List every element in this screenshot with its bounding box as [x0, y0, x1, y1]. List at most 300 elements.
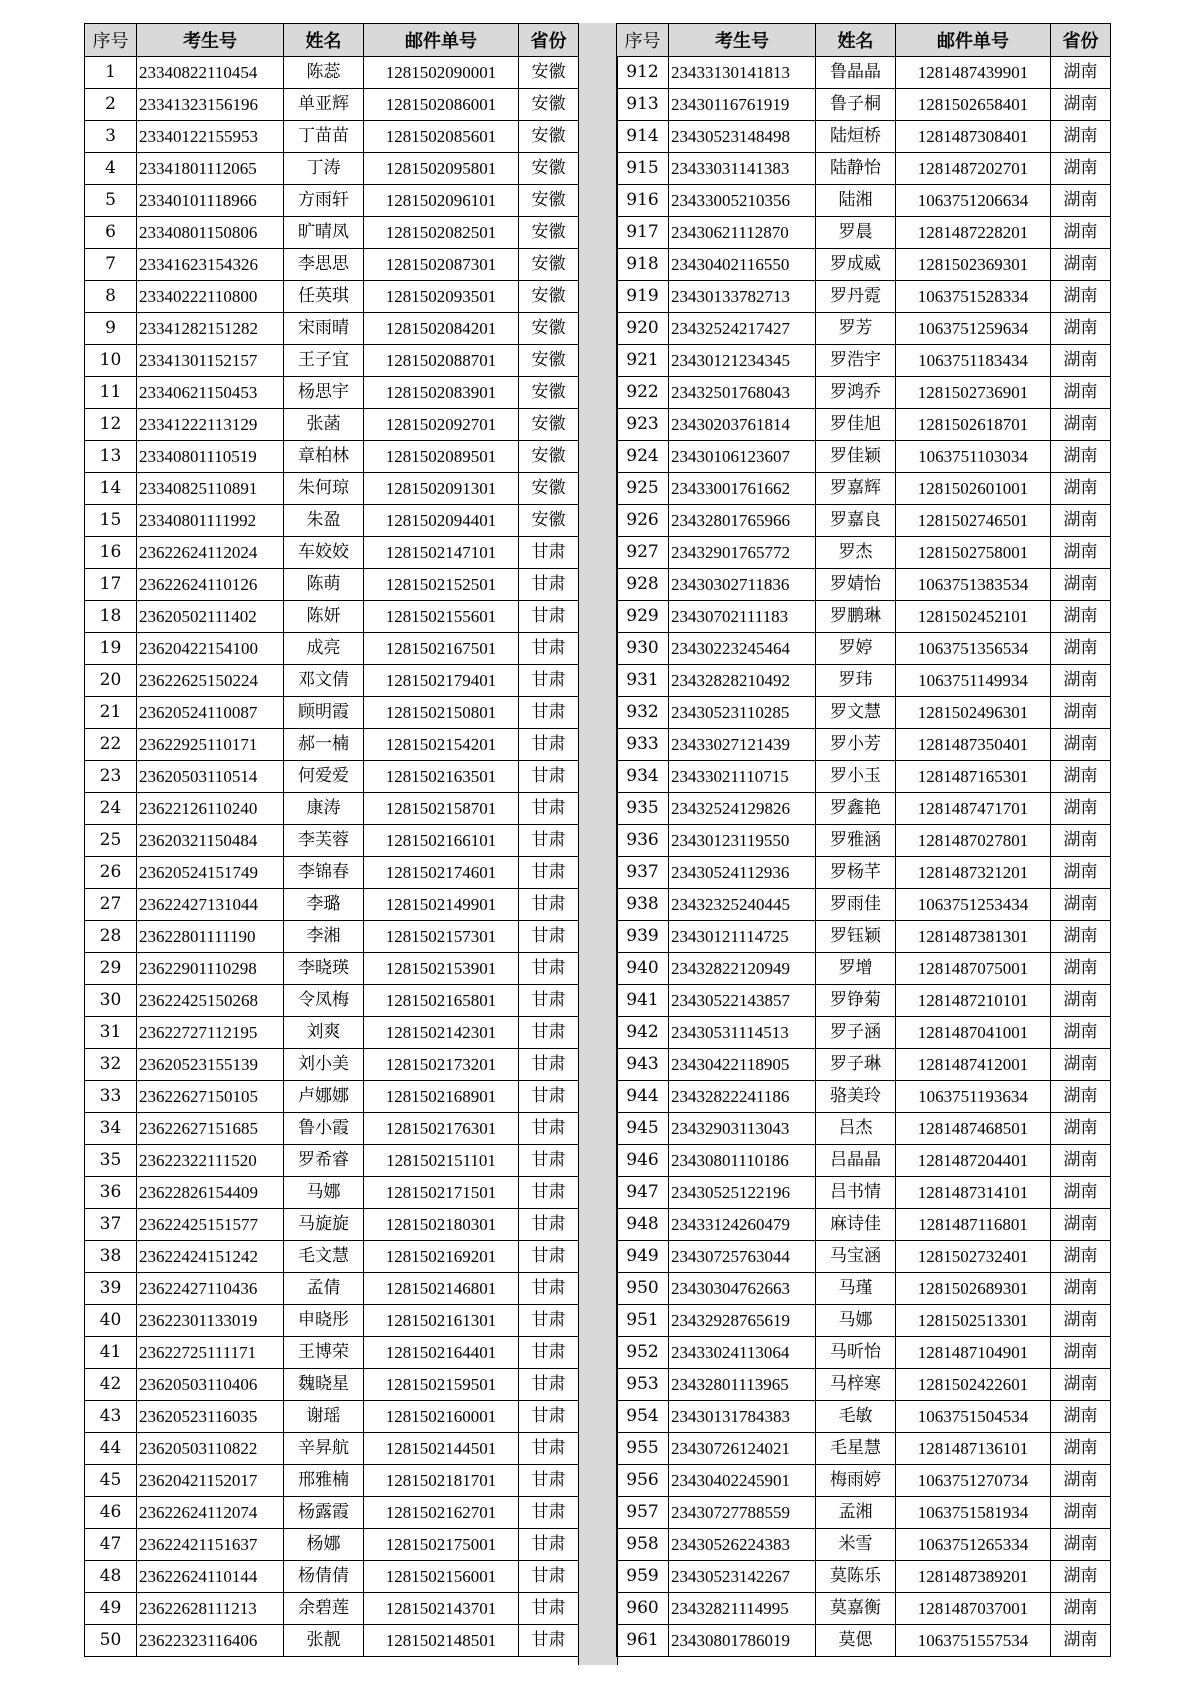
- cell-mail-no: 1281502618701: [896, 409, 1051, 441]
- cell-name: 马旋旋: [284, 1209, 364, 1241]
- cell-exam-no: 23433021110715: [669, 761, 816, 793]
- cell-name: 杨倩倩: [284, 1561, 364, 1593]
- cell-index: 949: [617, 1241, 669, 1273]
- cell-province: 湖南: [1051, 505, 1111, 537]
- cell-province: 湖南: [1051, 1273, 1111, 1305]
- table-row: [85, 921, 579, 953]
- table-row: [617, 441, 1111, 473]
- cell-mail-no: 1281502087301: [364, 249, 519, 281]
- cell-name: 麻诗佳: [816, 1209, 896, 1241]
- cell-mail-no: 1281502157301: [364, 921, 519, 953]
- cell-exam-no: 23430531114513: [669, 1017, 816, 1049]
- cell-province: 甘肃: [519, 761, 579, 793]
- cell-name: 宋雨晴: [284, 313, 364, 345]
- cell-exam-no: 23430524112936: [669, 857, 816, 889]
- cell-exam-no: 23430726124021: [669, 1433, 816, 1465]
- cell-name: 鲁晶晶: [816, 57, 896, 89]
- cell-index: 916: [617, 185, 669, 217]
- cell-exam-no: 23341301152157: [137, 345, 284, 377]
- cell-exam-no: 23430523148498: [669, 121, 816, 153]
- cell-mail-no: 1281502085601: [364, 121, 519, 153]
- cell-province: 甘肃: [519, 1081, 579, 1113]
- cell-mail-no: 1281502171501: [364, 1177, 519, 1209]
- cell-province: 甘肃: [519, 857, 579, 889]
- cell-exam-no: 23430304762663: [669, 1273, 816, 1305]
- table-row: [85, 345, 579, 377]
- cell-index: 45: [85, 1465, 137, 1497]
- cell-province: 安徽: [519, 313, 579, 345]
- cell-mail-no: 1281502169201: [364, 1241, 519, 1273]
- cell-exam-no: 23432901765772: [669, 537, 816, 569]
- table-row: [617, 1369, 1111, 1401]
- cell-province: 湖南: [1051, 377, 1111, 409]
- roster-table-left: [84, 23, 579, 1657]
- cell-index: 939: [617, 921, 669, 953]
- cell-exam-no: 23430422118905: [669, 1049, 816, 1081]
- cell-name: 莫偲: [816, 1625, 896, 1657]
- cell-name: 陆静怡: [816, 153, 896, 185]
- table-row: [617, 1433, 1111, 1465]
- cell-index: 954: [617, 1401, 669, 1433]
- table-row: [85, 1049, 579, 1081]
- cell-province: 湖南: [1051, 281, 1111, 313]
- header-name: 姓名: [284, 24, 364, 57]
- cell-index: 924: [617, 441, 669, 473]
- cell-mail-no: 1281502173201: [364, 1049, 519, 1081]
- cell-name: 罗鹏琳: [816, 601, 896, 633]
- cell-name: 罗增: [816, 953, 896, 985]
- cell-exam-no: 23622126110240: [137, 793, 284, 825]
- cell-mail-no: 1063751265334: [896, 1529, 1051, 1561]
- table-row: [85, 1497, 579, 1529]
- table-row: [617, 313, 1111, 345]
- cell-mail-no: 1281502093501: [364, 281, 519, 313]
- table-row: [85, 473, 579, 505]
- cell-mail-no: 1281502658401: [896, 89, 1051, 121]
- table-row: [617, 1113, 1111, 1145]
- cell-index: 42: [85, 1369, 137, 1401]
- cell-index: 3: [85, 121, 137, 153]
- table-row: [617, 985, 1111, 1017]
- cell-exam-no: 23341222113129: [137, 409, 284, 441]
- cell-index: 15: [85, 505, 137, 537]
- table-row: [617, 185, 1111, 217]
- cell-exam-no: 23622727112195: [137, 1017, 284, 1049]
- cell-name: 成亮: [284, 633, 364, 665]
- cell-mail-no: 1281502156001: [364, 1561, 519, 1593]
- cell-index: 39: [85, 1273, 137, 1305]
- cell-name: 李锦春: [284, 857, 364, 889]
- cell-name: 罗丹霓: [816, 281, 896, 313]
- table-row: [617, 1273, 1111, 1305]
- cell-name: 罗希睿: [284, 1145, 364, 1177]
- table-right: [616, 23, 1111, 1657]
- cell-province: 湖南: [1051, 153, 1111, 185]
- cell-exam-no: 23432903113043: [669, 1113, 816, 1145]
- cell-name: 马梓寒: [816, 1369, 896, 1401]
- cell-index: 941: [617, 985, 669, 1017]
- cell-mail-no: 1281487439901: [896, 57, 1051, 89]
- table-row: [85, 1305, 579, 1337]
- cell-province: 甘肃: [519, 1433, 579, 1465]
- cell-province: 安徽: [519, 505, 579, 537]
- cell-index: 957: [617, 1497, 669, 1529]
- table-row: [617, 249, 1111, 281]
- cell-name: 陈萌: [284, 569, 364, 601]
- cell-province: 湖南: [1051, 761, 1111, 793]
- table-row: [617, 1049, 1111, 1081]
- cell-exam-no: 23620503110406: [137, 1369, 284, 1401]
- header-exam-no: 考生号: [137, 24, 284, 57]
- table-row: [617, 1465, 1111, 1497]
- cell-name: 任英琪: [284, 281, 364, 313]
- cell-index: 13: [85, 441, 137, 473]
- cell-province: 湖南: [1051, 953, 1111, 985]
- cell-index: 47: [85, 1529, 137, 1561]
- cell-index: 11: [85, 377, 137, 409]
- cell-province: 安徽: [519, 153, 579, 185]
- cell-exam-no: 23620523116035: [137, 1401, 284, 1433]
- cell-exam-no: 23622427110436: [137, 1273, 284, 1305]
- cell-province: 湖南: [1051, 345, 1111, 377]
- cell-province: 湖南: [1051, 185, 1111, 217]
- cell-index: 958: [617, 1529, 669, 1561]
- cell-exam-no: 23432801113965: [669, 1369, 816, 1401]
- table-row: [617, 857, 1111, 889]
- cell-exam-no: 23622801111190: [137, 921, 284, 953]
- cell-index: 940: [617, 953, 669, 985]
- cell-province: 甘肃: [519, 793, 579, 825]
- cell-exam-no: 23622624112074: [137, 1497, 284, 1529]
- cell-index: 933: [617, 729, 669, 761]
- cell-index: 912: [617, 57, 669, 89]
- cell-exam-no: 23430801786019: [669, 1625, 816, 1657]
- column-divider: [578, 23, 618, 1665]
- header-index: 序号: [617, 24, 669, 57]
- cell-mail-no: 1281502154201: [364, 729, 519, 761]
- table-row: [617, 1625, 1111, 1657]
- cell-mail-no: 1063751383534: [896, 569, 1051, 601]
- table-row: [85, 1241, 579, 1273]
- cell-index: 945: [617, 1113, 669, 1145]
- table-row: [85, 1145, 579, 1177]
- cell-index: 21: [85, 697, 137, 729]
- cell-index: 44: [85, 1433, 137, 1465]
- cell-index: 943: [617, 1049, 669, 1081]
- cell-mail-no: 1281502369301: [896, 249, 1051, 281]
- cell-name: 余碧莲: [284, 1593, 364, 1625]
- cell-mail-no: 1281502165801: [364, 985, 519, 1017]
- cell-index: 37: [85, 1209, 137, 1241]
- cell-exam-no: 23622826154409: [137, 1177, 284, 1209]
- table-row: [85, 1017, 579, 1049]
- cell-exam-no: 23430203761814: [669, 409, 816, 441]
- cell-province: 湖南: [1051, 1145, 1111, 1177]
- table-row: [617, 665, 1111, 697]
- table-row: [85, 249, 579, 281]
- table-row: [617, 1497, 1111, 1529]
- table-row: [85, 1177, 579, 1209]
- cell-index: 948: [617, 1209, 669, 1241]
- cell-index: 951: [617, 1305, 669, 1337]
- cell-province: 湖南: [1051, 825, 1111, 857]
- cell-exam-no: 23430116761919: [669, 89, 816, 121]
- cell-mail-no: 1063751581934: [896, 1497, 1051, 1529]
- cell-mail-no: 1281487471701: [896, 793, 1051, 825]
- cell-province: 湖南: [1051, 1497, 1111, 1529]
- cell-exam-no: 23341801112065: [137, 153, 284, 185]
- cell-mail-no: 1281502174601: [364, 857, 519, 889]
- table-row: [85, 1401, 579, 1433]
- cell-exam-no: 23430702111183: [669, 601, 816, 633]
- cell-mail-no: 1281502736901: [896, 377, 1051, 409]
- cell-name: 令凤梅: [284, 985, 364, 1017]
- cell-index: 31: [85, 1017, 137, 1049]
- cell-mail-no: 1281502158701: [364, 793, 519, 825]
- cell-name: 申晓彤: [284, 1305, 364, 1337]
- cell-exam-no: 23430725763044: [669, 1241, 816, 1273]
- table-row: [85, 57, 579, 89]
- table-row: [617, 953, 1111, 985]
- cell-province: 安徽: [519, 57, 579, 89]
- cell-province: 甘肃: [519, 1529, 579, 1561]
- cell-province: 湖南: [1051, 57, 1111, 89]
- table-row: [85, 953, 579, 985]
- cell-index: 5: [85, 185, 137, 217]
- header-row: [617, 24, 1111, 57]
- cell-index: 918: [617, 249, 669, 281]
- cell-index: 931: [617, 665, 669, 697]
- cell-name: 吕书情: [816, 1177, 896, 1209]
- cell-mail-no: 1281502091301: [364, 473, 519, 505]
- cell-exam-no: 23432822241186: [669, 1081, 816, 1113]
- cell-province: 安徽: [519, 217, 579, 249]
- cell-index: 48: [85, 1561, 137, 1593]
- cell-exam-no: 23430801110186: [669, 1145, 816, 1177]
- table-row: [617, 569, 1111, 601]
- cell-index: 23: [85, 761, 137, 793]
- table-row: [85, 1433, 579, 1465]
- cell-province: 湖南: [1051, 1401, 1111, 1433]
- cell-mail-no: 1063751504534: [896, 1401, 1051, 1433]
- cell-province: 安徽: [519, 377, 579, 409]
- table-row: [85, 889, 579, 921]
- cell-exam-no: 23622725111171: [137, 1337, 284, 1369]
- cell-name: 罗浩宇: [816, 345, 896, 377]
- cell-name: 旷晴凤: [284, 217, 364, 249]
- cell-name: 莫陈乐: [816, 1561, 896, 1593]
- cell-mail-no: 1281487308401: [896, 121, 1051, 153]
- cell-exam-no: 23620502111402: [137, 601, 284, 633]
- table-row: [85, 729, 579, 761]
- cell-name: 丁苗苗: [284, 121, 364, 153]
- cell-index: 19: [85, 633, 137, 665]
- cell-province: 湖南: [1051, 1561, 1111, 1593]
- cell-province: 甘肃: [519, 825, 579, 857]
- cell-index: 953: [617, 1369, 669, 1401]
- cell-index: 26: [85, 857, 137, 889]
- table-row: [85, 1337, 579, 1369]
- cell-province: 湖南: [1051, 537, 1111, 569]
- cell-province: 甘肃: [519, 1209, 579, 1241]
- cell-mail-no: 1281487381301: [896, 921, 1051, 953]
- cell-index: 46: [85, 1497, 137, 1529]
- cell-index: 43: [85, 1401, 137, 1433]
- table-row: [85, 857, 579, 889]
- cell-province: 湖南: [1051, 1017, 1111, 1049]
- cell-index: 914: [617, 121, 669, 153]
- cell-exam-no: 23340222110800: [137, 281, 284, 313]
- cell-exam-no: 23432821114995: [669, 1593, 816, 1625]
- cell-index: 926: [617, 505, 669, 537]
- cell-province: 甘肃: [519, 1369, 579, 1401]
- cell-mail-no: 1281487136101: [896, 1433, 1051, 1465]
- cell-index: 955: [617, 1433, 669, 1465]
- cell-name: 罗佳旭: [816, 409, 896, 441]
- cell-province: 安徽: [519, 121, 579, 153]
- cell-exam-no: 23622627151685: [137, 1113, 284, 1145]
- table-row: [85, 313, 579, 345]
- cell-mail-no: 1281487204401: [896, 1145, 1051, 1177]
- cell-index: 17: [85, 569, 137, 601]
- cell-index: 34: [85, 1113, 137, 1145]
- cell-province: 甘肃: [519, 953, 579, 985]
- cell-province: 湖南: [1051, 473, 1111, 505]
- cell-mail-no: 1281502166101: [364, 825, 519, 857]
- table-row: [617, 377, 1111, 409]
- table-row: [617, 281, 1111, 313]
- cell-index: 936: [617, 825, 669, 857]
- cell-name: 李璐: [284, 889, 364, 921]
- cell-exam-no: 23430526224383: [669, 1529, 816, 1561]
- cell-name: 谢瑶: [284, 1401, 364, 1433]
- cell-index: 14: [85, 473, 137, 505]
- cell-province: 甘肃: [519, 1593, 579, 1625]
- cell-exam-no: 23341323156196: [137, 89, 284, 121]
- cell-index: 8: [85, 281, 137, 313]
- cell-name: 丁涛: [284, 153, 364, 185]
- cell-mail-no: 1063751149934: [896, 665, 1051, 697]
- cell-mail-no: 1281487210101: [896, 985, 1051, 1017]
- cell-province: 湖南: [1051, 921, 1111, 953]
- cell-mail-no: 1281487228201: [896, 217, 1051, 249]
- cell-index: 932: [617, 697, 669, 729]
- cell-name: 孟倩: [284, 1273, 364, 1305]
- cell-exam-no: 23432524129826: [669, 793, 816, 825]
- cell-province: 甘肃: [519, 921, 579, 953]
- cell-mail-no: 1281502180301: [364, 1209, 519, 1241]
- cell-name: 李湘: [284, 921, 364, 953]
- cell-index: 50: [85, 1625, 137, 1657]
- cell-province: 湖南: [1051, 729, 1111, 761]
- table-row: [617, 729, 1111, 761]
- cell-mail-no: 1281502090001: [364, 57, 519, 89]
- cell-province: 甘肃: [519, 985, 579, 1017]
- cell-province: 湖南: [1051, 857, 1111, 889]
- cell-province: 湖南: [1051, 1113, 1111, 1145]
- cell-province: 甘肃: [519, 1273, 579, 1305]
- table-row: [617, 1017, 1111, 1049]
- cell-province: 甘肃: [519, 1017, 579, 1049]
- cell-index: 41: [85, 1337, 137, 1369]
- cell-province: 甘肃: [519, 697, 579, 729]
- header-mail-no: 邮件单号: [896, 24, 1051, 57]
- cell-name: 罗文慧: [816, 697, 896, 729]
- cell-name: 吕杰: [816, 1113, 896, 1145]
- cell-name: 毛敏: [816, 1401, 896, 1433]
- cell-province: 湖南: [1051, 441, 1111, 473]
- cell-name: 吕晶晶: [816, 1145, 896, 1177]
- cell-province: 甘肃: [519, 1465, 579, 1497]
- cell-province: 湖南: [1051, 569, 1111, 601]
- table-row: [85, 409, 579, 441]
- cell-name: 罗婷: [816, 633, 896, 665]
- cell-province: 湖南: [1051, 697, 1111, 729]
- cell-index: 944: [617, 1081, 669, 1113]
- cell-province: 甘肃: [519, 537, 579, 569]
- table-row: [85, 1369, 579, 1401]
- cell-mail-no: 1281502689301: [896, 1273, 1051, 1305]
- table-row: [85, 441, 579, 473]
- table-left: [84, 23, 579, 1657]
- cell-mail-no: 1281502155601: [364, 601, 519, 633]
- cell-exam-no: 23622424151242: [137, 1241, 284, 1273]
- cell-mail-no: 1063751528334: [896, 281, 1051, 313]
- cell-exam-no: 23622624110126: [137, 569, 284, 601]
- cell-exam-no: 23430133782713: [669, 281, 816, 313]
- table-row: [85, 537, 579, 569]
- table-row: [617, 1593, 1111, 1625]
- cell-index: 9: [85, 313, 137, 345]
- table-body-right: [617, 57, 1111, 1657]
- cell-name: 杨思宇: [284, 377, 364, 409]
- cell-name: 方雨轩: [284, 185, 364, 217]
- cell-mail-no: 1281487412001: [896, 1049, 1051, 1081]
- cell-exam-no: 23622421151637: [137, 1529, 284, 1561]
- table-row: [85, 1081, 579, 1113]
- cell-exam-no: 23340801110519: [137, 441, 284, 473]
- cell-name: 罗婧怡: [816, 569, 896, 601]
- table-row: [85, 633, 579, 665]
- table-row: [85, 89, 579, 121]
- cell-mail-no: 1281502161301: [364, 1305, 519, 1337]
- cell-province: 湖南: [1051, 89, 1111, 121]
- cell-name: 罗杨芊: [816, 857, 896, 889]
- cell-name: 马娜: [816, 1305, 896, 1337]
- cell-mail-no: 1281487350401: [896, 729, 1051, 761]
- cell-mail-no: 1281502176301: [364, 1113, 519, 1145]
- cell-province: 湖南: [1051, 1209, 1111, 1241]
- cell-index: 937: [617, 857, 669, 889]
- table-row: [617, 89, 1111, 121]
- cell-exam-no: 23432325240445: [669, 889, 816, 921]
- table-row: [617, 697, 1111, 729]
- cell-name: 罗雨佳: [816, 889, 896, 921]
- header-exam-no: 考生号: [669, 24, 816, 57]
- table-row: [85, 1593, 579, 1625]
- cell-exam-no: 23340801111992: [137, 505, 284, 537]
- cell-mail-no: 1281502758001: [896, 537, 1051, 569]
- table-row: [85, 1209, 579, 1241]
- cell-index: 20: [85, 665, 137, 697]
- cell-index: 917: [617, 217, 669, 249]
- cell-province: 甘肃: [519, 1305, 579, 1337]
- cell-mail-no: 1281502164401: [364, 1337, 519, 1369]
- cell-province: 湖南: [1051, 1177, 1111, 1209]
- cell-exam-no: 23340822110454: [137, 57, 284, 89]
- cell-mail-no: 1281487202701: [896, 153, 1051, 185]
- cell-province: 湖南: [1051, 665, 1111, 697]
